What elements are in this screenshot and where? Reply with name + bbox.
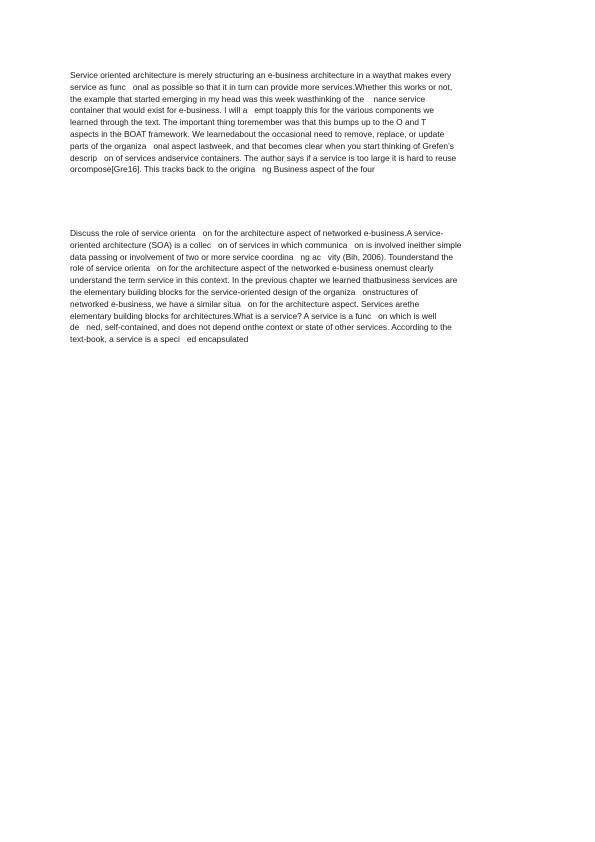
text-line: understand the term service in this context. In the previous chapter we learned thatbusiness services are xyxy=(70,275,458,286)
text-line: role of service orienta on for the architecture aspect of the networked e-business onemust clearly xyxy=(70,263,434,274)
text-line: container that would exist for e-business. I will a empt toapply this for the various components we xyxy=(70,105,435,116)
text-line: data passing or involvement of two or more service coordina ng ac vity (Bih, 2006). Tounderstand the xyxy=(70,251,453,262)
paragraph-service-orientation-role xyxy=(70,228,530,346)
text-line: parts of the organiza onal aspect lastweek, and that becomes clear when you start thinking of Grefen’s xyxy=(70,140,454,151)
text-line: the elementary building blocks for the service-oriented design of the organiza onstructures of xyxy=(70,286,418,297)
text-line: Service oriented architecture is merely structuring an e-business architecture in a waythat makes every xyxy=(70,70,452,80)
text-line: learned through the text. The important thing toremember was that this bumps up to the O and T xyxy=(70,117,427,128)
text-line: descrip on of services andservice containers. The author says if a service is too large it is hard to reuse xyxy=(70,152,457,163)
text-line: the example that started emerging in my head was this week wasthinking of the nance service xyxy=(70,93,426,104)
text-line: oriented architecture (SOA) is a collec on of services in which communica on is involved ineither simple xyxy=(70,239,462,250)
paragraph-service-oriented-architecture xyxy=(70,70,530,176)
text-line: elementary building blocks for architectures.What is a service? A service is a func on which is well xyxy=(70,310,437,321)
text-line: service as func onal as possible so that it in turn can provide more services.Whether this works or not, xyxy=(70,81,453,92)
text-line: text-book, a service is a speci ed encapsulated xyxy=(70,334,249,345)
text-line: networked e-business, we have a similar situa on for the architecture aspect. Services arethe xyxy=(70,298,420,309)
text-line: Discuss the role of service orienta on for the architecture aspect of networked e-business.A service- xyxy=(70,228,444,238)
text-line: orcompose[Gre16]. This tracks back to the origina ng Business aspect of the four xyxy=(70,164,375,175)
text-line: de ned, self-contained, and does not depend onthe context or state of other services. According to the xyxy=(70,322,452,333)
text-line: aspects in the BOAT framework. We learnedabout the occasional need to remove, replace, or update xyxy=(70,128,445,139)
